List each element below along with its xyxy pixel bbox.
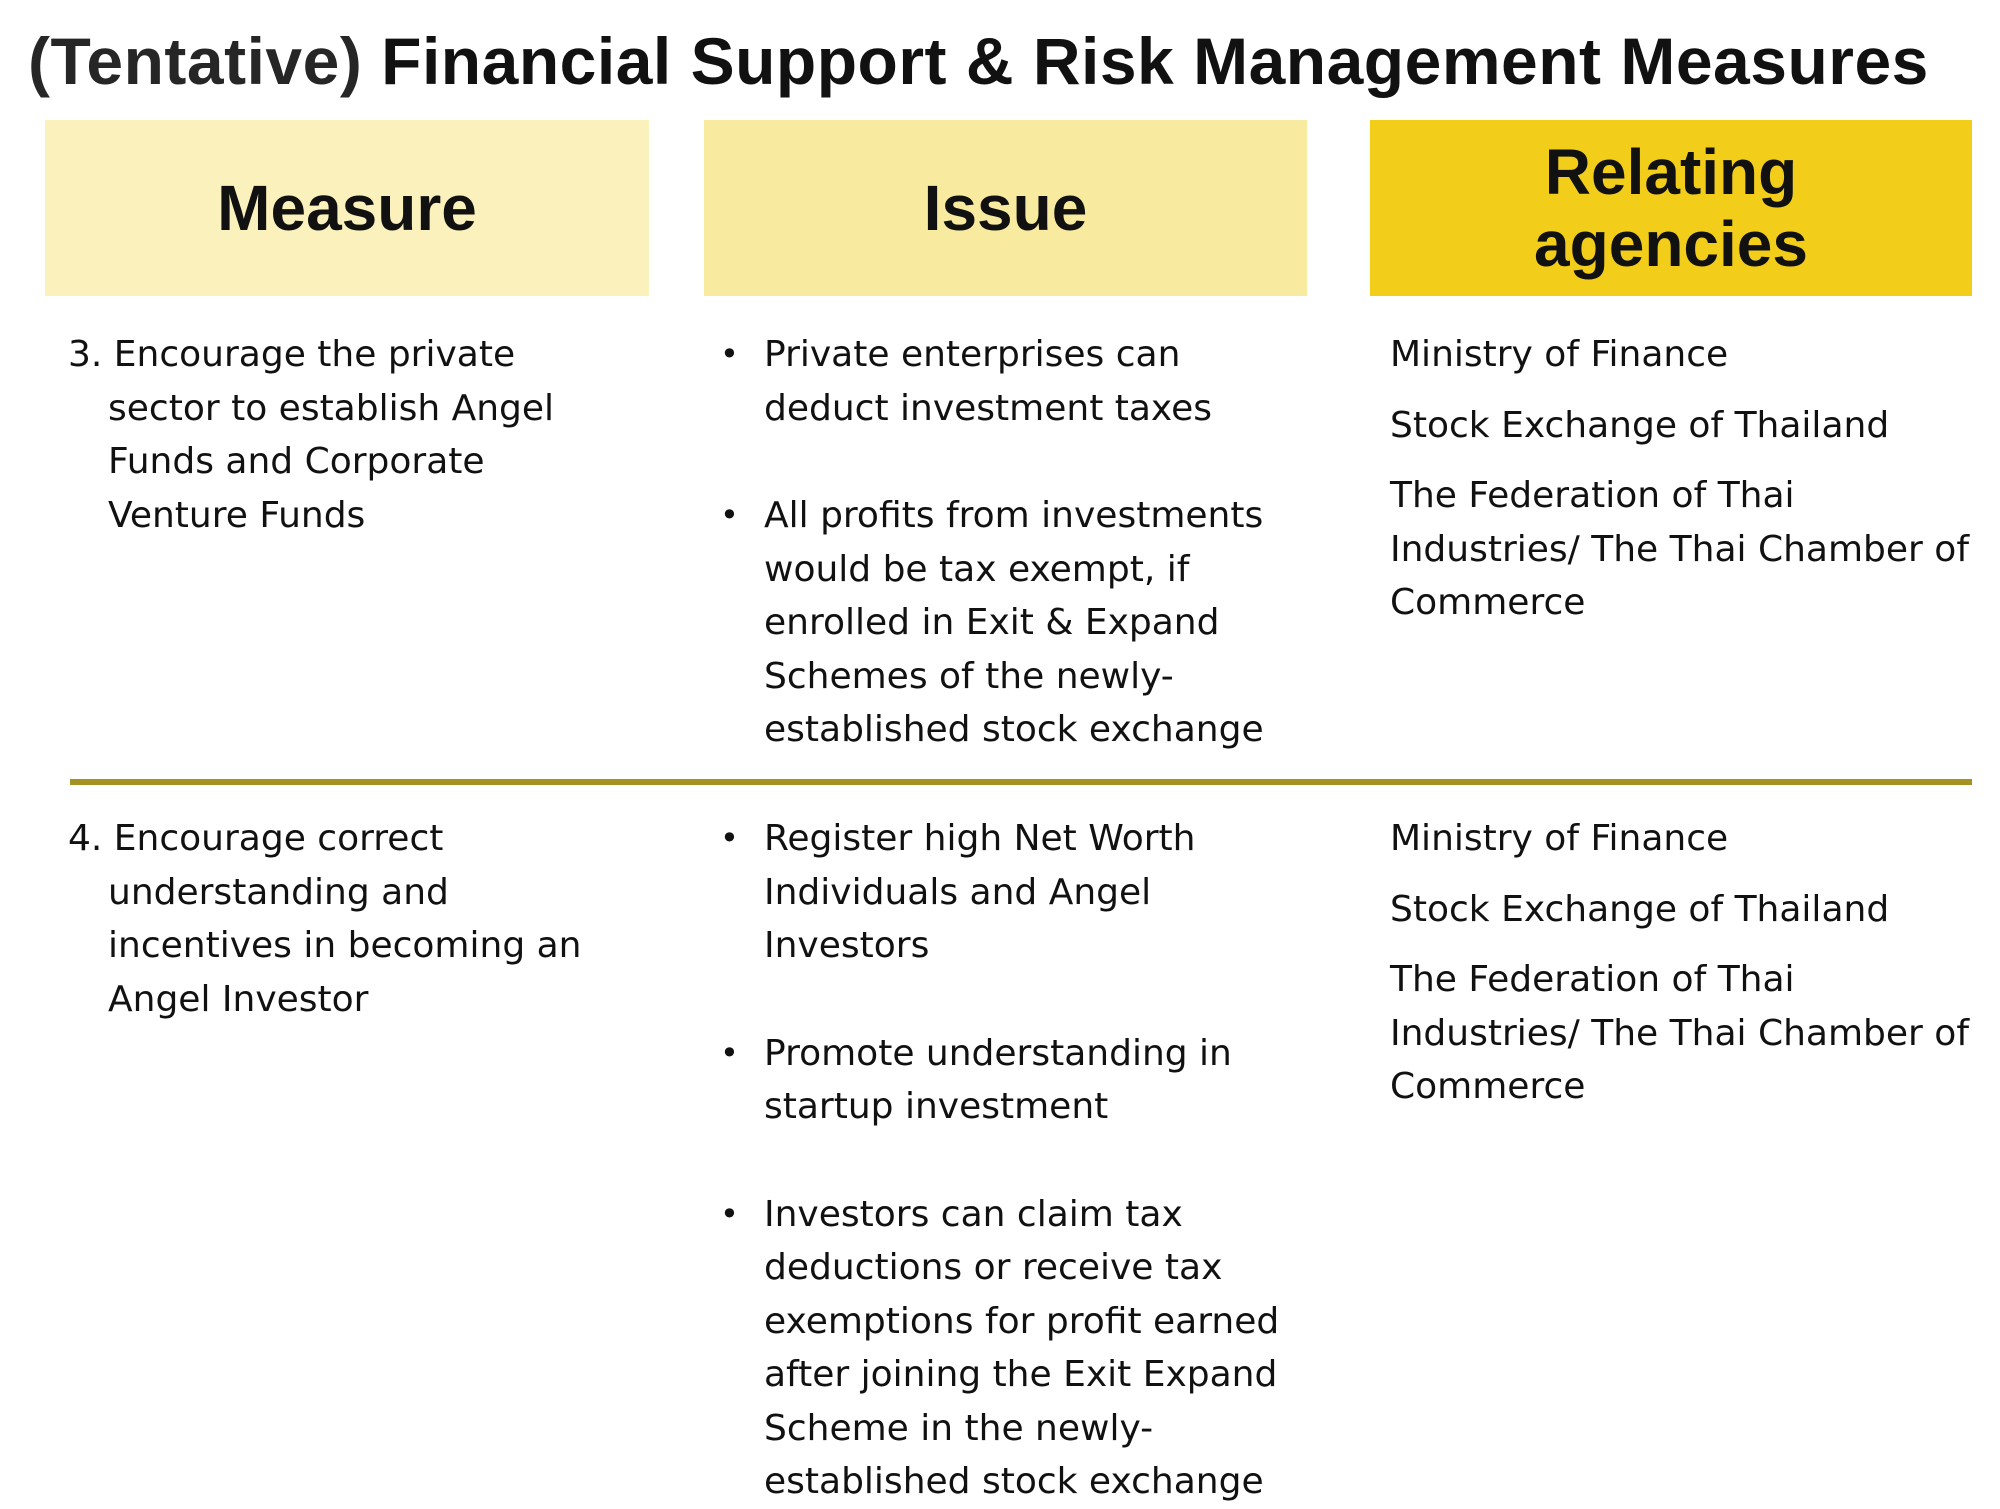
agency-item: Stock Exchange of Thailand (1390, 888, 1890, 930)
row-3-issues (720, 328, 1300, 757)
agency-item: Ministry of Finance (1390, 818, 1729, 859)
measure-text: 4. Encourage correct understanding and incentives in becoming an Angel Investor (68, 818, 582, 1020)
row-4-measure (68, 812, 628, 1026)
title-prefix: (Tentative) (28, 24, 363, 98)
agency-item: Stock Exchange of Thailand (1390, 404, 1890, 446)
header-agencies-label (1534, 136, 1808, 280)
header-issue (704, 120, 1307, 296)
header-relating-agencies (1370, 120, 1972, 296)
measure-text: 3. Encourage the private sector to establish Angel Funds and Corporate Venture Funds (68, 334, 555, 536)
row-divider (70, 779, 1972, 785)
header-agencies-line2: agencies (1534, 208, 1808, 280)
header-measure (45, 120, 649, 296)
agency-item: The Federation of Thai Industries/ The Thai Chamber of Commerce (1390, 475, 1969, 623)
agency-item: Ministry of Finance (1390, 334, 1729, 375)
title-main: Financial Support & Risk Management Measures (381, 24, 1929, 98)
row-3-agencies (1390, 328, 1970, 647)
issue-item: • Private enterprises can deduct investment taxes (720, 328, 1300, 435)
issue-item: • All profits from investments would be tax exempt, if enrolled in Exit & Expand Schemes of the newly-established stock exchange (720, 489, 1300, 757)
row-4-agencies (1390, 812, 1970, 1131)
issue-item: • Investors can claim tax deductions or receive tax exemptions for profit earned after joining the Exit Expand Scheme in the newly-established stock exchange (720, 1188, 1300, 1509)
header-measure-label: Measure (217, 172, 477, 244)
agency-item: The Federation of Thai Industries/ The Thai Chamber of Commerce (1390, 959, 1969, 1107)
row-4-issues (720, 812, 1300, 1509)
page-title (28, 18, 1988, 104)
header-agencies-line1: Relating (1544, 136, 1798, 208)
issue-item: • Register high Net Worth Individuals and Angel Investors (720, 812, 1300, 973)
issue-item: • Promote understanding in startup investment (720, 1027, 1300, 1134)
header-issue-label: Issue (923, 172, 1088, 244)
row-3-measure (68, 328, 628, 542)
